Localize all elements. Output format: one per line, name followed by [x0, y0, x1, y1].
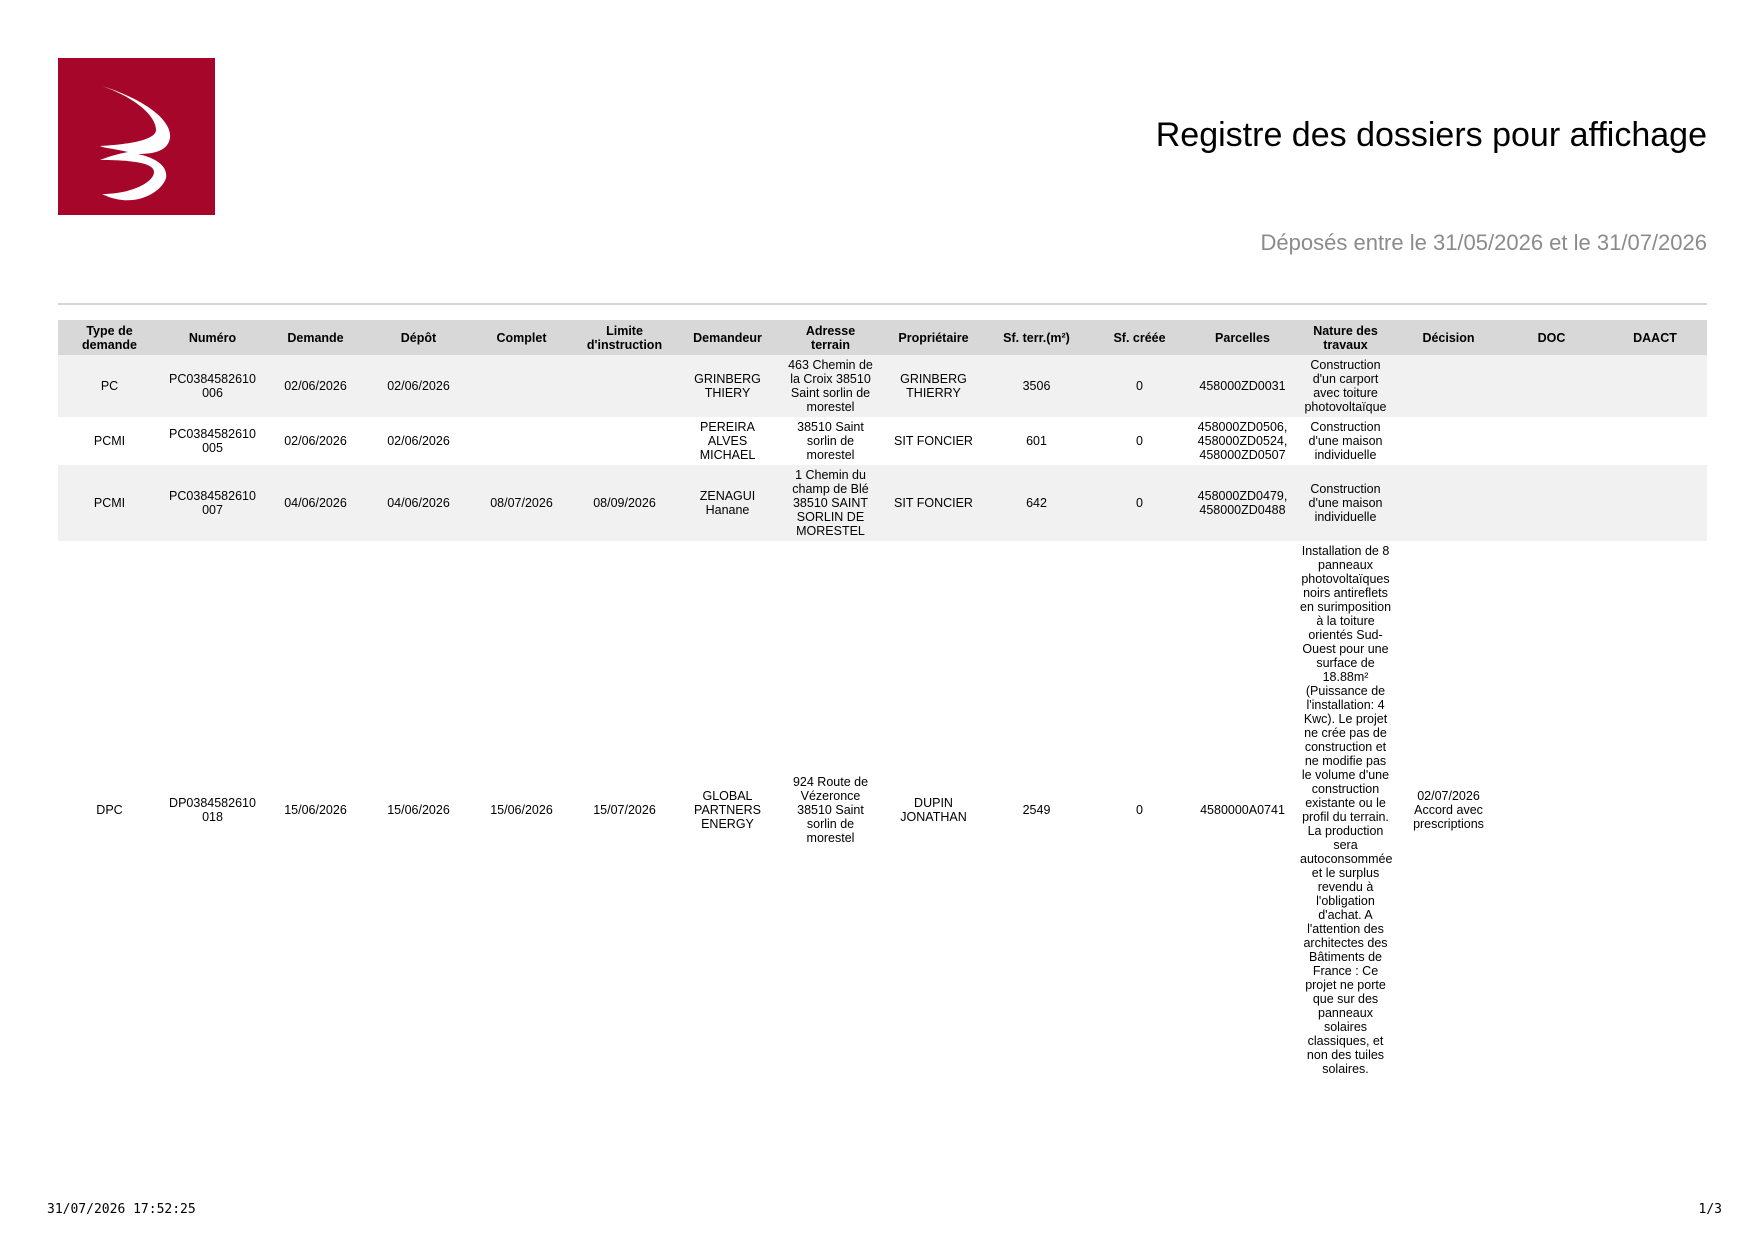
table-cell: 15/06/2026 — [367, 541, 470, 1079]
table-header — [58, 320, 1707, 355]
table-cell: PCMI — [58, 465, 161, 541]
table-cell: 02/06/2026 — [367, 417, 470, 465]
page-title: Registre des dossiers pour affichage — [1155, 116, 1707, 154]
table-cell: 3506 — [985, 355, 1088, 417]
column-header: DOC — [1500, 320, 1603, 355]
column-header: Demande — [264, 320, 367, 355]
table-cell — [1500, 355, 1603, 417]
column-header: Sf. terr.(m²) — [985, 320, 1088, 355]
table-cell: 0 — [1088, 417, 1191, 465]
logo — [58, 58, 215, 215]
column-header: Demandeur — [676, 320, 779, 355]
table-cell: 15/06/2026 — [264, 541, 367, 1079]
table-cell: 02/07/2026 Accord avec prescriptions — [1397, 541, 1500, 1079]
table-cell: ZENAGUI Hanane — [676, 465, 779, 541]
table-cell: 15/06/2026 — [470, 541, 573, 1079]
table-cell: 0 — [1088, 541, 1191, 1079]
table-cell: Construction d'une maison individuelle — [1294, 465, 1397, 541]
table-cell — [1500, 541, 1603, 1079]
table-body — [58, 355, 1707, 1079]
table-cell: Construction d'une maison individuelle — [1294, 417, 1397, 465]
table-cell: 924 Route de Vézeronce 38510 Saint sorlin de morestel — [779, 541, 882, 1079]
table-cell: Construction d'un carport avec toiture photovoltaïque — [1294, 355, 1397, 417]
table-cell: GRINBERG THIERRY — [882, 355, 985, 417]
table-row — [58, 417, 1707, 465]
table-cell: 08/07/2026 — [470, 465, 573, 541]
table-row — [58, 465, 1707, 541]
table-cell: 458000ZD0479, 458000ZD0488 — [1191, 465, 1294, 541]
table-cell — [1603, 355, 1707, 417]
table-cell: 1 Chemin du champ de Blé 38510 SAINT SORLIN DE MORESTEL — [779, 465, 882, 541]
table-cell: 08/09/2026 — [573, 465, 676, 541]
table-cell: 601 — [985, 417, 1088, 465]
table-cell — [1397, 417, 1500, 465]
table-row — [58, 541, 1707, 1079]
column-header: DAACT — [1603, 320, 1707, 355]
table-cell: 04/06/2026 — [264, 465, 367, 541]
table-cell — [1603, 417, 1707, 465]
table-cell — [1603, 541, 1707, 1079]
column-header: Sf. créée — [1088, 320, 1191, 355]
column-header: Nature des travaux — [1294, 320, 1397, 355]
column-header: Adresse terrain — [779, 320, 882, 355]
table-cell — [1397, 465, 1500, 541]
table-cell: 15/07/2026 — [573, 541, 676, 1079]
table-cell — [573, 355, 676, 417]
table-cell: 04/06/2026 — [367, 465, 470, 541]
table-cell: GLOBAL PARTNERS ENERGY — [676, 541, 779, 1079]
table-cell: 2549 — [985, 541, 1088, 1079]
table-cell: DPC — [58, 541, 161, 1079]
column-header: Type de demande — [58, 320, 161, 355]
header-divider — [58, 303, 1707, 305]
table-cell: 38510 Saint sorlin de morestel — [779, 417, 882, 465]
header-row — [58, 320, 1707, 355]
table-cell: 458000ZD0031 — [1191, 355, 1294, 417]
register-table — [58, 320, 1707, 1079]
table-cell: PEREIRA ALVES MICHAEL — [676, 417, 779, 465]
table-cell: SIT FONCIER — [882, 465, 985, 541]
table-cell: DUPIN JONATHAN — [882, 541, 985, 1079]
column-header: Décision — [1397, 320, 1500, 355]
table-cell: 0 — [1088, 465, 1191, 541]
table-cell: PC — [58, 355, 161, 417]
column-header: Numéro — [161, 320, 264, 355]
table-cell: 4580000A0741 — [1191, 541, 1294, 1079]
footer-datetime: 31/07/2026 17:52:25 — [47, 1202, 196, 1217]
table-cell — [1603, 465, 1707, 541]
column-header: Dépôt — [367, 320, 470, 355]
table-cell: 02/06/2026 — [264, 417, 367, 465]
table-cell — [1500, 417, 1603, 465]
table-cell: PC0384582610005 — [161, 417, 264, 465]
table-cell: PCMI — [58, 417, 161, 465]
table-cell: 642 — [985, 465, 1088, 541]
column-header: Complet — [470, 320, 573, 355]
table-row — [58, 355, 1707, 417]
table-cell: 463 Chemin de la Croix 38510 Saint sorlin de morestel — [779, 355, 882, 417]
table-cell: GRINBERG THIERY — [676, 355, 779, 417]
table-cell: 458000ZD0506, 458000ZD0524, 458000ZD0507 — [1191, 417, 1294, 465]
table-cell: SIT FONCIER — [882, 417, 985, 465]
table-cell: 0 — [1088, 355, 1191, 417]
table-cell: 02/06/2026 — [367, 355, 470, 417]
table-cell — [1397, 355, 1500, 417]
table-cell — [1500, 465, 1603, 541]
column-header: Propriétaire — [882, 320, 985, 355]
table-cell: PC0384582610006 — [161, 355, 264, 417]
column-header: Parcelles — [1191, 320, 1294, 355]
footer-page-number: 1/3 — [1698, 1202, 1722, 1217]
table-cell — [573, 417, 676, 465]
table-cell: 02/06/2026 — [264, 355, 367, 417]
table-cell: DP0384582610018 — [161, 541, 264, 1079]
table-cell — [470, 355, 573, 417]
column-header: Limite d'instruction — [573, 320, 676, 355]
table-cell: PC0384582610007 — [161, 465, 264, 541]
table-cell — [470, 417, 573, 465]
swallow-logo-icon — [58, 58, 215, 215]
date-range-subtitle: Déposés entre le 31/05/2026 et le 31/07/2026 — [1260, 230, 1707, 255]
table-cell: Installation de 8 panneaux photovoltaïques noirs antireflets en surimposition à la toiture orientés Sud-Ouest pour une surface de 18.88m² (Puissance de l'installation: 4 Kwc). Le projet ne crée pas de construction et ne modifie pas le volume d'une construction existante ou le profil du terrain. La production sera autoconsommée et le surplus revendu à l'obligation d'achat. A l'attention des architectes des Bâtiments de France : Ce projet ne porte que sur des panneaux solaires classiques, et non des tuiles solaires. — [1294, 541, 1397, 1079]
